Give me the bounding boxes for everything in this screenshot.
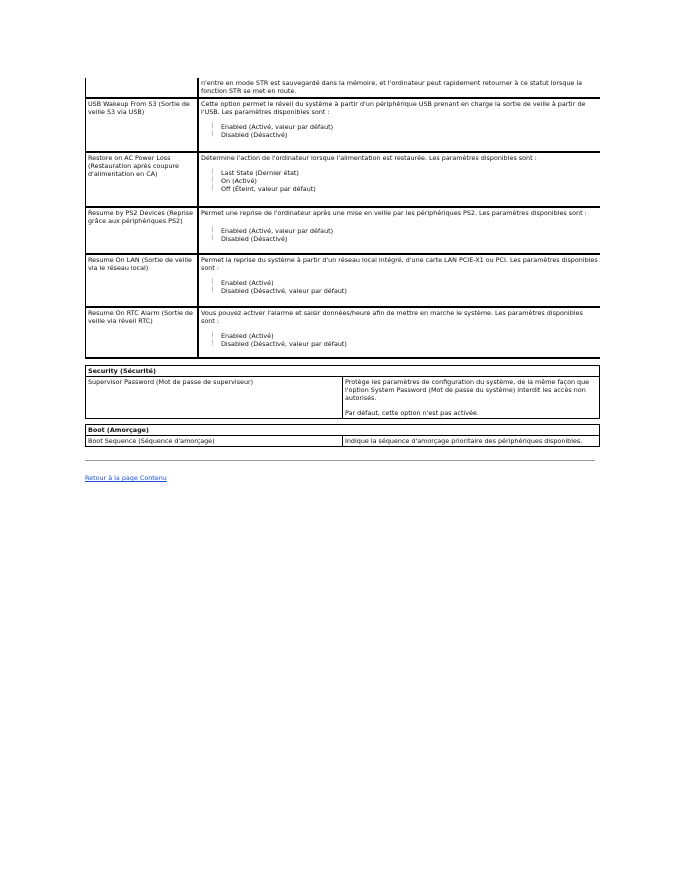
security-table: [85, 365, 600, 419]
option-item: │ Disabled (Désactivé, valeur par défaut): [215, 340, 598, 348]
setting-name: Boot Sequence (Séquence d'amorçage): [86, 436, 343, 447]
setting-name: Resume On LAN (Sortie de veille via le réseau local): [86, 254, 199, 307]
options-list: [201, 332, 598, 348]
settings-row-resume-lan: [86, 254, 601, 307]
setting-description: Indique la séquence d'amorçage prioritaire des périphériques disponibles.: [343, 436, 600, 447]
option-item: │ Disabled (Désactivé): [215, 131, 598, 139]
option-item: │ On (Activé): [215, 177, 598, 185]
settings-row-rtc-alarm: [86, 307, 601, 358]
security-section-title: Security (Sécurité): [86, 366, 600, 377]
setting-description: Permet la reprise du système à partir d'un réseau local intégré, d'une carte LAN PCIE-X1 ou PCI. Les paramètres disponibles sont :: [201, 256, 598, 272]
power-intro-text: n'entre en mode STR est sauvegardé dans la mémoire, et l'ordinateur peut rapidement retourner à ce statut lorsque la fonction STR se met en route.: [201, 79, 583, 95]
boot-section-title: Boot (Amorçage): [86, 425, 600, 436]
option-item: │ Enabled (Activé): [215, 279, 598, 287]
option-item: │ Enabled (Activé, valeur par défaut): [215, 227, 598, 235]
power-settings-table: [85, 78, 600, 359]
setting-description: Protège les paramètres de configuration du système, de la même façon que l'option System Password (Mot de passe du système) interdit les accès non autorisés.: [345, 378, 590, 402]
setting-note: Par défaut, cette option n'est pas activée.: [345, 409, 479, 417]
setting-name: Supervisor Password (Mot de passe de superviseur): [86, 377, 343, 419]
settings-row-ps2-resume: [86, 207, 601, 254]
setting-name: Restore on AC Power Loss (Restauration après coupure d'alimentation en CA): [86, 152, 199, 207]
option-item: │ Disabled (Désactivé): [215, 235, 598, 243]
setting-name: Resume On RTC Alarm (Sortie de veille via réveil RTC): [86, 307, 199, 358]
settings-row-usb-wakeup: [86, 98, 601, 152]
setting-name: USB Wakeup From S3 (Sortie de veille S3 via USB): [86, 98, 199, 152]
back-to-contents-link[interactable]: Retour à la page Contenu: [85, 474, 167, 482]
setting-description: Vous pouvez activer l'alarme et saisir données/heure afin de mettre en marche le système. Les paramètres disponibles sont :: [201, 309, 583, 325]
boot-table: [85, 424, 600, 447]
setting-description: Détermine l'action de l'ordinateur lorsque l'alimentation est restaurée. Les paramètres disponibles sont :: [201, 154, 537, 162]
options-list: [201, 123, 598, 139]
divider: [85, 460, 595, 461]
option-item: │ Enabled (Activé): [215, 332, 598, 340]
setting-description: Cette option permet le réveil du système à partir d'un périphérique USB prenant en charge la sortie de veille à partir de l'USB. Les paramètres disponibles sont :: [201, 100, 586, 116]
options-list: [201, 227, 598, 243]
option-item: │ Off (Éteint, valeur par défaut): [215, 185, 598, 193]
option-item: │ Last State (Dernier état): [215, 169, 598, 177]
options-list: [201, 169, 598, 193]
setting-name: Resume by PS2 Devices (Reprise grâce aux périphériques PS2): [86, 207, 199, 254]
options-list: [201, 279, 598, 295]
option-item: │ Enabled (Activé, valeur par défaut): [215, 123, 598, 131]
power-intro-row: [86, 78, 601, 98]
settings-row-restore-ac: [86, 152, 601, 207]
setting-description: Permet une reprise de l'ordinateur après une mise en veille par les périphériques PS2. Les paramètres disponibles sont :: [201, 209, 587, 217]
option-item: │ Disabled (Désactivé, valeur par défaut): [215, 287, 598, 295]
